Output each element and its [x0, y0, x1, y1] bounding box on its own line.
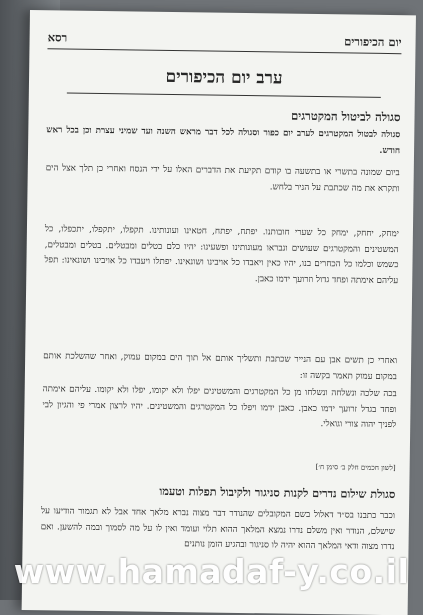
paragraph-1: ביום שמונה בתשרי או בתשעה בו קודם תקיעת את הדברים האלו על ידי הנסח ואחרי כן תלך אצל הים ותקרא את מה שכתבת על הניר בלחש.	[45, 163, 400, 194]
paragraph-3: ואחרי כן תשים אבן עם הנייר שכתבת ותשליך אותם אל תוך הים במקום עמוק, ואחר שהשלכת אותם במקום עמוק תאמר בקשה זו:	[43, 351, 398, 382]
subheading-vows: סגולת שילום נדרים לקנות סניגור ולקיבול תפלות וטעמו	[159, 483, 396, 502]
paragraph-2: ימחק, יחחק, ימחק כל שערי חובותנו. יפתח, יפתח, חטאינו ועונותינו. תקפלו, יתקפלו, יתכפלו, כל המשטינים והמקטרגים שעושים ונבראו מעונותינו ופשעינו: יהיו כלם בטלים ומבטלים. בטלים ומבטלים, כשמש וכלמו כל הכחרים בנו, יהיו כאין ויאבדו כל אויבינו ושונאינו. יפתלו ויעבדו כל אויבינו ושונאינו: תפל עליהם אימתה ופחד גדול וזרועך ידמו כאבן.	[44, 224, 399, 286]
section-title: ערב יום הכיפורים	[165, 66, 283, 89]
page-number: רסא	[47, 30, 68, 45]
page-text-block	[40, 10, 402, 553]
subheading-nullify-accusers: סגולה לביטול המקטרגים	[290, 108, 401, 125]
title-divider	[67, 93, 381, 98]
intro-paragraph: סגולה לבטול המקטרגים לערב יום כפור וסגולה לכל דבר מראש השנה ועד שמיני עצרת וכן בכל ראש חודש.	[46, 125, 401, 156]
paragraph-vows: וכבר כתבנו בס״ד דאלול בשם המקובלים שהנודר דבר מצוה נברא מלאך אחד אבל לא תגמור הודיעו על שישלם, הנודר ואין משלם נדרו נמצא המלאך ההוא תלוי ועומד ואין לו על מה לסמוך ובמה להשען. ואם נדרו מצוה ודאי המלאך ההוא יהיה לו סניגור ובהגיע הזמן נותנים	[40, 506, 396, 553]
book-page	[22, 10, 416, 615]
watermark-url: www.hamadaf-y.co.il	[13, 552, 410, 591]
running-title: יום הכיפורים	[344, 34, 402, 50]
paragraph-4: בכה שלכה ונשלחה ונשלחו מן כל המקטרגים והמשטינים יפלו ולא יקומו, יפלו ולא יקומו. עליהם אימתה ופחד בגדל זרועך ידמו כאבן. כאבן ידמו ויפלו כל המקטרגים והמשטינים. יהיו לרצון אמרי פי והגיון לבי לפניך יהוה צורי וגואלי.	[42, 384, 397, 431]
running-header	[47, 30, 401, 54]
source-note: [לשון חכמים חלק ב׳ סימן ח׳]	[315, 463, 396, 473]
